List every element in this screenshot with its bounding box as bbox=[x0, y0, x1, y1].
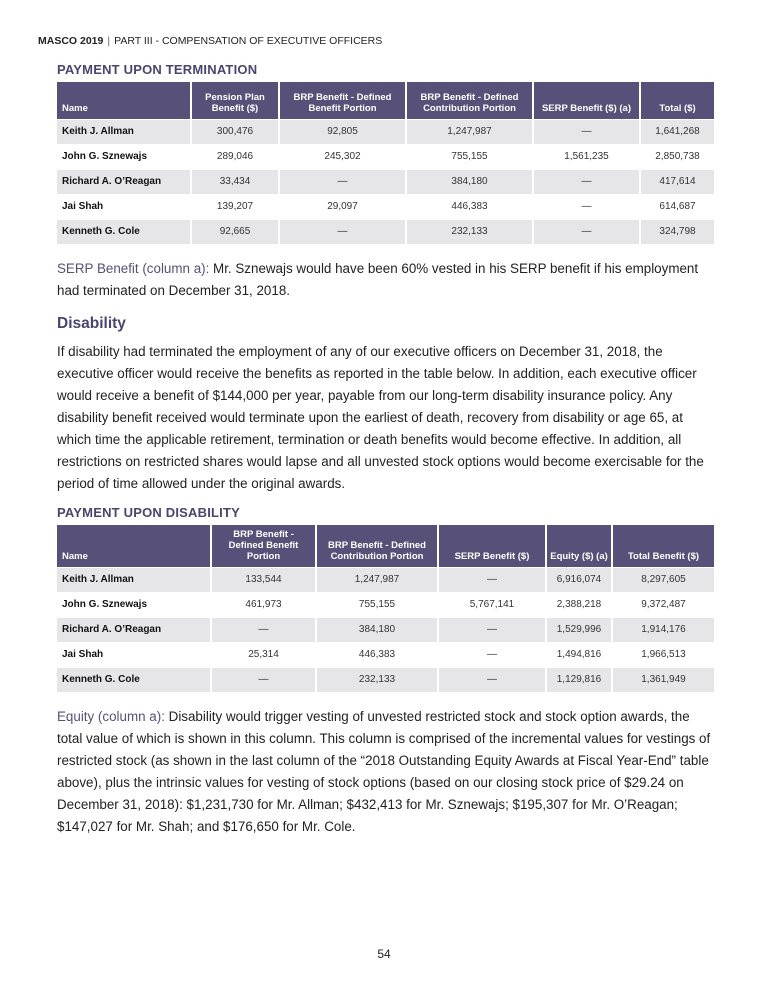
column-header: BRP Benefit - Defined Contribution Portion bbox=[406, 82, 533, 120]
header-separator: | bbox=[107, 35, 111, 47]
name-cell: Kenneth G. Cole bbox=[57, 668, 211, 693]
brand: MASCO 2019 bbox=[38, 35, 104, 47]
value-cell: — bbox=[438, 618, 546, 643]
termination-table-title: PAYMENT UPON TERMINATION bbox=[57, 62, 258, 77]
table-row bbox=[57, 170, 714, 195]
running-header bbox=[38, 34, 717, 48]
column-header: Equity ($) (a) bbox=[546, 525, 612, 568]
column-header: BRP Benefit - Defined Contribution Portion bbox=[316, 525, 438, 568]
termination-table bbox=[57, 82, 714, 244]
value-cell: — bbox=[279, 220, 406, 245]
serp-note bbox=[57, 258, 717, 302]
column-header: SERP Benefit ($) bbox=[438, 525, 546, 568]
equity-note bbox=[57, 706, 717, 838]
note-lead: Equity (column a): bbox=[57, 709, 165, 724]
value-cell: — bbox=[438, 643, 546, 668]
name-cell: Keith J. Allman bbox=[57, 568, 211, 593]
value-cell: 755,155 bbox=[406, 145, 533, 170]
note-lead: SERP Benefit (column a): bbox=[57, 261, 210, 276]
column-header: BRP Benefit - Defined Benefit Portion bbox=[279, 82, 406, 120]
table-row bbox=[57, 643, 714, 668]
value-cell: 8,297,605 bbox=[612, 568, 714, 593]
value-cell: 9,372,487 bbox=[612, 593, 714, 618]
value-cell: 755,155 bbox=[316, 593, 438, 618]
page-content bbox=[38, 34, 717, 838]
column-header: SERP Benefit ($) (a) bbox=[533, 82, 640, 120]
value-cell: 614,687 bbox=[640, 195, 714, 220]
value-cell: 1,914,176 bbox=[612, 618, 714, 643]
page-number: 54 bbox=[377, 947, 391, 961]
name-cell: John G. Sznewajs bbox=[57, 593, 211, 618]
value-cell: 139,207 bbox=[191, 195, 279, 220]
value-cell: 300,476 bbox=[191, 120, 279, 145]
name-cell: Jai Shah bbox=[57, 195, 191, 220]
value-cell: — bbox=[533, 170, 640, 195]
table-row bbox=[57, 668, 714, 693]
table-row bbox=[57, 195, 714, 220]
name-cell: Kenneth G. Cole bbox=[57, 220, 191, 245]
table-row bbox=[57, 120, 714, 145]
table-row bbox=[57, 618, 714, 643]
disability-heading: Disability bbox=[57, 315, 126, 332]
value-cell: 1,561,235 bbox=[533, 145, 640, 170]
value-cell: 232,133 bbox=[406, 220, 533, 245]
section-title: PART III - COMPENSATION OF EXECUTIVE OFFICERS bbox=[114, 35, 383, 47]
table-row bbox=[57, 593, 714, 618]
table-row bbox=[57, 145, 714, 170]
value-cell: 33,434 bbox=[191, 170, 279, 195]
column-header: Total Benefit ($) bbox=[612, 525, 714, 568]
value-cell: — bbox=[533, 195, 640, 220]
value-cell: 5,767,141 bbox=[438, 593, 546, 618]
name-cell: Richard A. O’Reagan bbox=[57, 170, 191, 195]
value-cell: 446,383 bbox=[406, 195, 533, 220]
value-cell: 417,614 bbox=[640, 170, 714, 195]
name-cell: Keith J. Allman bbox=[57, 120, 191, 145]
table-row bbox=[57, 220, 714, 245]
value-cell: — bbox=[438, 568, 546, 593]
value-cell: 384,180 bbox=[406, 170, 533, 195]
value-cell: 1,247,987 bbox=[406, 120, 533, 145]
value-cell: 324,798 bbox=[640, 220, 714, 245]
name-cell: John G. Sznewajs bbox=[57, 145, 191, 170]
value-cell: 2,850,738 bbox=[640, 145, 714, 170]
value-cell: — bbox=[533, 120, 640, 145]
column-header: Pension Plan Benefit ($) bbox=[191, 82, 279, 120]
value-cell: 133,544 bbox=[211, 568, 316, 593]
disability-table-title: PAYMENT UPON DISABILITY bbox=[57, 505, 241, 520]
column-header: Name bbox=[57, 525, 211, 568]
value-cell: — bbox=[279, 170, 406, 195]
value-cell: 1,529,996 bbox=[546, 618, 612, 643]
table-row bbox=[57, 568, 714, 593]
value-cell: 1,494,816 bbox=[546, 643, 612, 668]
column-header: BRP Benefit - Defined Benefit Portion bbox=[211, 525, 316, 568]
value-cell: 25,314 bbox=[211, 643, 316, 668]
column-header: Name bbox=[57, 82, 191, 120]
value-cell: 1,129,816 bbox=[546, 668, 612, 693]
value-cell: — bbox=[211, 618, 316, 643]
value-cell: 92,665 bbox=[191, 220, 279, 245]
value-cell: 2,388,218 bbox=[546, 593, 612, 618]
value-cell: — bbox=[533, 220, 640, 245]
value-cell: — bbox=[211, 668, 316, 693]
disability-paragraph: If disability had terminated the employment of any of our executive officers on December 31, 2018, the executive officer would receive the benefits as reported in the table below. In addition, each executive officer would receive a benefit of $144,000 per year, payable from our long-term disability insurance policy. Any disability benefit received would terminate upon the earliest of death, recovery from disability or age 65, at which time the applicable retirement, termination or death benefits would become effective. In addition, all restrictions on restricted shares would lapse and all unvested stock options would become exercisable for the period of time allowed under the original awards. bbox=[57, 344, 704, 491]
disability-table bbox=[57, 525, 714, 692]
value-cell: 461,973 bbox=[211, 593, 316, 618]
value-cell: 1,361,949 bbox=[612, 668, 714, 693]
name-cell: Jai Shah bbox=[57, 643, 211, 668]
value-cell: 1,247,987 bbox=[316, 568, 438, 593]
name-cell: Richard A. O’Reagan bbox=[57, 618, 211, 643]
value-cell: 289,046 bbox=[191, 145, 279, 170]
value-cell: 446,383 bbox=[316, 643, 438, 668]
value-cell: 384,180 bbox=[316, 618, 438, 643]
value-cell: 1,966,513 bbox=[612, 643, 714, 668]
value-cell: — bbox=[438, 668, 546, 693]
value-cell: 245,302 bbox=[279, 145, 406, 170]
value-cell: 1,641,268 bbox=[640, 120, 714, 145]
column-header: Total ($) bbox=[640, 82, 714, 120]
value-cell: 232,133 bbox=[316, 668, 438, 693]
note-text: Disability would trigger vesting of unvested restricted stock and stock option awards, the total value of which is shown in this column. This column is comprised of the incremental values for vestings of restricted stock (as shown in the last column of the “2018 Outstanding Equity Awards at Fiscal Year-End” table above), plus the intrinsic values for vesting of stock options (based on our closing stock price of $29.24 on December 31, 2018): $1,231,730 for Mr. Allman; $432,413 for Mr. Sznewajs; $195,307 for Mr. O’Reagan; $147,027 for Mr. Shah; and $176,650 for Mr. Cole. bbox=[57, 709, 711, 834]
value-cell: 29,097 bbox=[279, 195, 406, 220]
note-text: Mr. Sznewajs would have been 60% vested in his SERP benefit if his employment had terminated on December 31, 2018. bbox=[57, 261, 699, 298]
value-cell: 6,916,074 bbox=[546, 568, 612, 593]
value-cell: 92,805 bbox=[279, 120, 406, 145]
